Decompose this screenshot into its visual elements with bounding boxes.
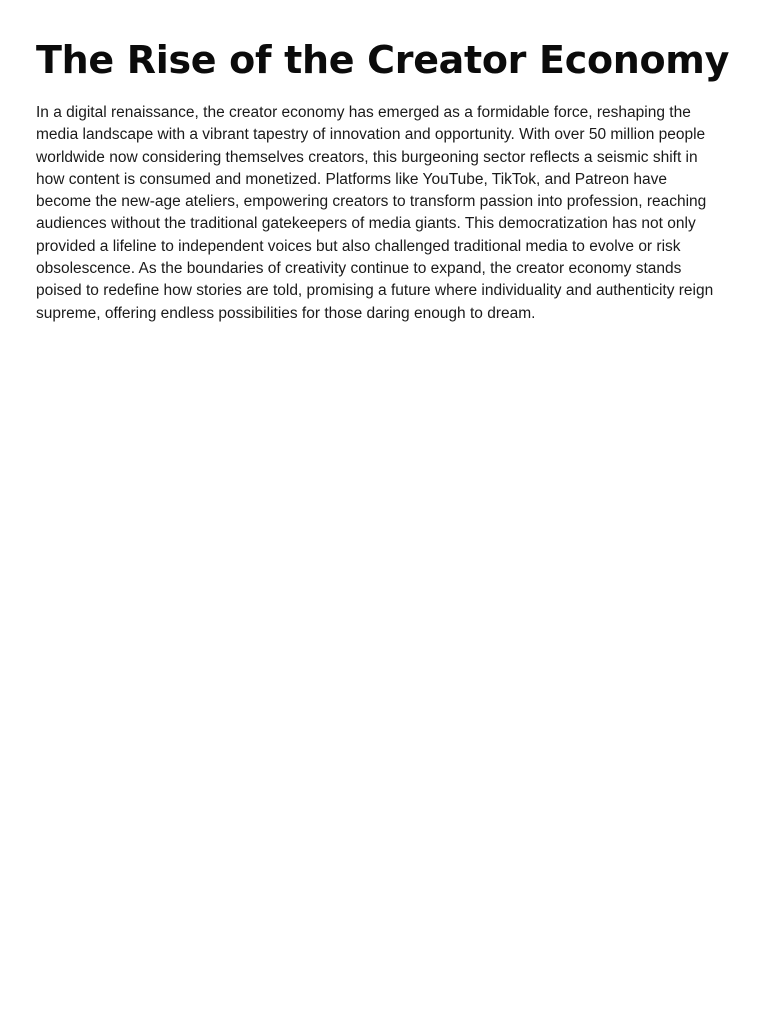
- article: [36, 36, 730, 325]
- article-body: In a digital renaissance, the creator economy has emerged as a formidable force, reshaping the media landscape with a vibrant tapestry of innovation and opportunity. With over 50 million people worldwide now considering themselves creators, this burgeoning sector reflects a seismic shift in how content is consumed and monetized. Platforms like YouTube, TikTok, and Patreon have become the new-age ateliers, empowering creators to transform passion into profession, reaching audiences without the traditional gatekeepers of media giants. This democratization has not only provided a lifeline to independent voices but also challenged traditional media to evolve or risk obsolescence. As the boundaries of creativity continue to expand, the creator economy stands poised to redefine how stories are told, promising a future where individuality and authenticity reign supreme, offering endless possibilities for those daring enough to dream.: [36, 104, 714, 322]
- article-title: The Rise of the Creator Economy: [36, 38, 730, 82]
